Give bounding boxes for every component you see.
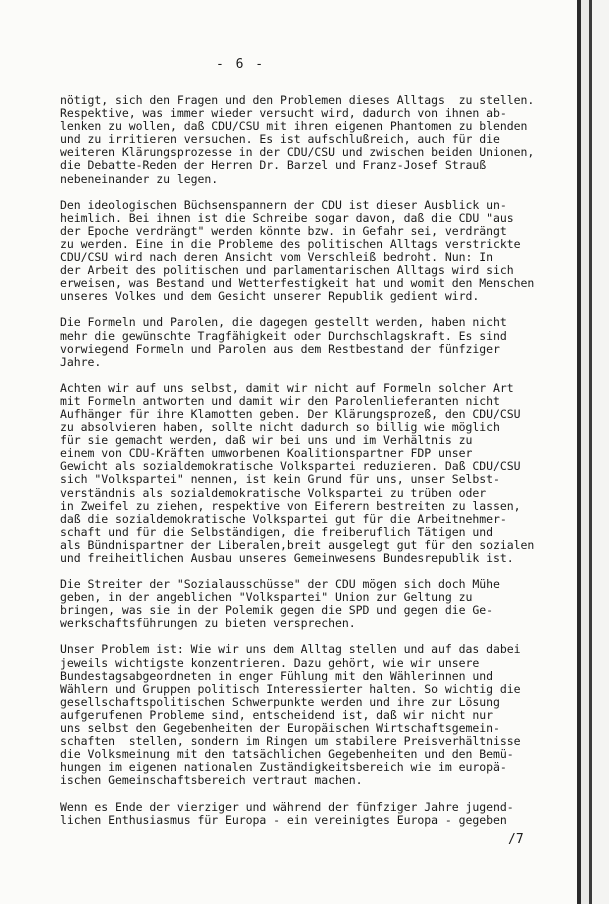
paragraph: Achten wir auf uns selbst, damit wir nicht auf Formeln solcher Art mit Formeln antworten und damit wir den Parolenlieferanten nicht Aufhänger für ihre Klamotten geben. Der Klärungsprozeß, den CDU/CSU zu absolvieren haben, sollte nicht dadurch so billig wie möglich für sie gemacht werden, daß wir bei uns und im Verhältnis zu einem von CDU-Kräften umworbenen Koalitionspartner FDP unser Gewicht als sozialdemokratische Volkspartei reduzieren. Daß CDU/CSU sich "Volkspartei" nennen, ist kein Grund für uns, unser Selbst- verständnis als sozialdemokratische Volkspartei zu trüben oder in Zweifel zu ziehen, respektive von Eiferern bestreiten zu lassen, daß die sozialdemokratische Volkspartei gut für die Arbeitnehmer- schaft und für die Selbständigen, die freiberuflich Tätigen und als Bündnispartner der Liberalen,breit ausgelegt gut für den sozialen und freiheitlichen Ausbau unseres Gemeinwesens Bundesrepublik ist. xyxy=(60,380,535,565)
paragraph: Den ideologischen Büchsenspannern der CDU ist dieser Ausblick un- heimlich. Bei ihnen ist die Schreibe sogar davon, daß die CDU "aus der Epoche verdrängt" werden könnte bzw. in Gefahr sei, verdrängt zu werden. Eine in die Probleme des politischen Alltags verstrickte CDU/CSU wird nach deren Ansicht vom Verschleiß bedroht. Nun: In der Arbeit des politischen und parlamentarischen Alltags wird sich erweisen, was Bestand und Wetterfestigkeit hat und womit den Menschen unseres Volkes und dem Gesicht unserer Republik gedient wird. xyxy=(60,197,535,304)
next-page-edge xyxy=(581,0,589,904)
page-number: - 6 - xyxy=(216,57,266,72)
paragraph: Wenn es Ende der vierziger und während der fünfziger Jahre jugend- lichen Enthusiasmus für Europa - ein vereinigtes Europa - gegeben xyxy=(60,799,514,827)
paragraph: Die Streiter der "Sozialausschüsse" der CDU mögen sich doch Mühe geben, in der angeblichen "Volkspartei" Union zur Geltung zu bringen, was sie in der Polemik gegen die SPD und gegen die Ge- werkschaftsführungen zu bieten versprechen. xyxy=(60,577,500,631)
paragraph: Unser Problem ist: Wie wir uns dem Alltag stellen und auf das dabei jeweils wichtigste konzentrieren. Dazu gehört, wie wir unsere Bundestagsabgeordneten in enger Fühlung mit den Wählerinnen und Wählern und Gruppen politisch Interessierter halten. So wichtig die gesellschaftspolitischen Schwerpunkte werden und ihre zur Lösung aufgerufenen Probleme sind, entscheidend ist, daß wir nicht nur uns selbst den Gegebenheiten der Europäischen Wirtschaftsgemein- schaften stellen, sondern im Ringen um stabilere Preisverhältnisse die Volksmeinung mit den tatsächlichen Gegebenheiten und den Bemü- hungen im eigenen nationalen Zuständigkeitsbereich wie im europä- ischen Gemeinschaftsbereich vertraut machen. xyxy=(60,642,521,788)
scan-background xyxy=(592,0,609,904)
paragraph: Die Formeln und Parolen, die dagegen gestellt werden, haben nicht mehr die gewünschte Tragfähigkeit oder Durchschlagskraft. Es sind vorwiegend Formeln und Parolen aus dem Restbestand der fünfziger Jahre. xyxy=(60,315,507,369)
continuation-marker: /7 xyxy=(508,832,524,847)
paragraph: nötigt, sich den Fragen und den Problemen dieses Alltags zu stellen. Respektive, was immer wieder versucht wird, dadurch von ihnen ab- lenken zu wollen, daß CDU/CSU mit ihren eigenen Phantomen zu blenden und zu irritieren versuchen. Es ist aufschlußreich, auch für die weiteren Klärungsprozesse in der CDU/CSU und zwischen beiden Unionen, die Debatte-Reden der Herren Dr. Barzel und Franz-Josef Strauß nebeneinander zu legen. xyxy=(60,93,535,186)
document-body xyxy=(60,94,570,827)
